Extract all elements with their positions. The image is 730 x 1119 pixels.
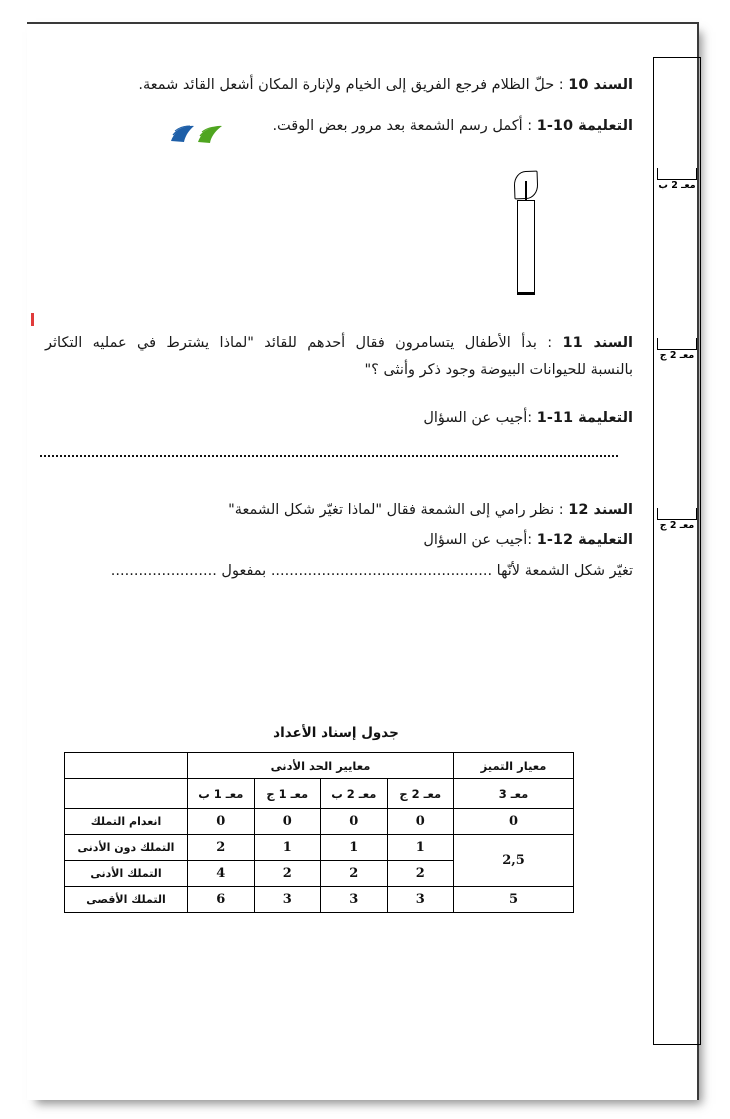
section-12-answer-prompt-right: تغيّر شكل الشمعة لأنّها	[496, 563, 633, 579]
table-group-header-row	[65, 753, 574, 779]
row-3-label: التملك الأقصى	[65, 887, 188, 913]
row-3-value-3: 6	[188, 887, 255, 913]
row-1-excellence: 2,5	[454, 835, 574, 887]
table-row	[65, 835, 574, 861]
section-11-support-text-1: : بدأ الأطفال يتسامرون فقال أحدهم للقائد "لماذا يشترط في عمليه التكاثر	[45, 335, 553, 351]
grading-table-title: جدول إسناد الأعداد	[273, 725, 399, 741]
row-2-value-0: 2	[387, 861, 454, 887]
section-12-instruction-label: التعليمة 12-1	[536, 532, 633, 548]
section-12-answer-prompt-mid: بمفعول	[221, 563, 267, 579]
header-corner-blank	[65, 753, 188, 779]
section-11-instruction-text: :أجيب عن السؤال	[423, 410, 533, 426]
row-0-value-2: 0	[254, 809, 321, 835]
section-12-instruction-text: :أجيب عن السؤال	[423, 532, 533, 548]
section-12-support	[45, 497, 633, 524]
col-header-mr1c: معـ 1 ج	[254, 779, 321, 809]
section-11-instruction-line	[45, 405, 633, 432]
row-1-value-1: 1	[321, 835, 388, 861]
row-0-label: انعدام التملك	[65, 809, 188, 835]
answer-rule-11[interactable]	[40, 452, 618, 457]
criteria-marker-3-label: معـ 2 ج	[659, 520, 695, 531]
col-header-mr2c: معـ 2 ج	[387, 779, 454, 809]
table-row	[65, 809, 574, 835]
section-10-support	[45, 72, 633, 99]
grading-table	[64, 752, 574, 913]
row-0-value-0: 0	[387, 809, 454, 835]
row-1-value-3: 2	[188, 835, 255, 861]
candle-drawing	[503, 168, 549, 298]
criteria-rail	[653, 57, 701, 1045]
criteria-marker-2-label: معـ 2 ج	[659, 350, 695, 361]
section-12-support-text: : نظر رامي إلى الشمعة فقال "لماذا تغيّر شكل الشمعة"	[228, 502, 564, 518]
header-excellence-group: معيار التميز	[454, 753, 574, 779]
table-column-header-row	[65, 779, 574, 809]
section-12-support-label: السند 12	[568, 502, 633, 518]
criteria-bracket-1	[657, 168, 697, 180]
section-12-answer-line	[45, 558, 633, 585]
section-10-support-label: السند 10	[568, 77, 633, 93]
criteria-marker-1-label: معـ 2 ب	[658, 180, 696, 191]
section-12-instruction-line	[45, 527, 633, 554]
section-10-instruction-label: التعليمة 10-1	[536, 118, 633, 134]
table-row	[65, 887, 574, 913]
section-10-support-text: : حلّ الظلام فرجع الفريق إلى الخيام ولإنارة المكان أشعل القائد شمعة.	[138, 77, 564, 93]
publisher-wings-logo	[169, 122, 227, 148]
red-margin-mark	[31, 313, 34, 326]
col-header-rowlabel	[65, 779, 188, 809]
row-3-value-1: 3	[321, 887, 388, 913]
section-11-support-line1	[45, 330, 633, 357]
row-2-value-1: 2	[321, 861, 388, 887]
row-1-value-2: 1	[254, 835, 321, 861]
criteria-bracket-3	[657, 508, 697, 520]
row-2-value-2: 2	[254, 861, 321, 887]
criteria-marker-2	[657, 338, 697, 368]
row-2-value-3: 4	[188, 861, 255, 887]
section-12-support-line	[45, 497, 633, 524]
row-3-excellence: 5	[454, 887, 574, 913]
row-0-value-1: 0	[321, 809, 388, 835]
col-header-mr1b: معـ 1 ب	[188, 779, 255, 809]
criteria-bracket-2	[657, 338, 697, 350]
row-1-label: التملك دون الأدنى	[65, 835, 188, 861]
candle-body	[517, 200, 535, 295]
row-0-excellence: 0	[454, 809, 574, 835]
row-1-value-0: 1	[387, 835, 454, 861]
section-10-instruction	[45, 113, 633, 140]
section-10-instruction-text: : أكمل رسم الشمعة بعد مرور بعض الوقت.	[272, 118, 533, 134]
col-header-mr2b: معـ 2 ب	[321, 779, 388, 809]
section-10-instruction-line	[45, 113, 633, 140]
row-0-value-3: 0	[188, 809, 255, 835]
row-2-label: التملك الأدنى	[65, 861, 188, 887]
criteria-marker-3	[657, 508, 697, 538]
col-header-mr3: معـ 3	[454, 779, 574, 809]
section-10-support-line	[45, 72, 633, 99]
section-11-support-label: السند 11	[562, 335, 633, 351]
section-11-instruction-label: التعليمة 11-1	[536, 410, 633, 426]
answer-dots-a[interactable]: ................................................	[270, 563, 493, 579]
row-3-value-2: 3	[254, 887, 321, 913]
answer-dots-b[interactable]: .......................	[110, 563, 217, 579]
criteria-marker-1	[657, 168, 697, 198]
section-11-support	[45, 330, 633, 384]
header-minimum-group: معايير الحد الأدنى	[188, 753, 454, 779]
section-12-instruction	[45, 527, 633, 554]
row-3-value-0: 3	[387, 887, 454, 913]
section-11-instruction	[45, 405, 633, 432]
section-11-support-line2: بالنسبة للحيوانات البيوضة وجود ذكر وأنثى ؟"	[364, 361, 633, 378]
